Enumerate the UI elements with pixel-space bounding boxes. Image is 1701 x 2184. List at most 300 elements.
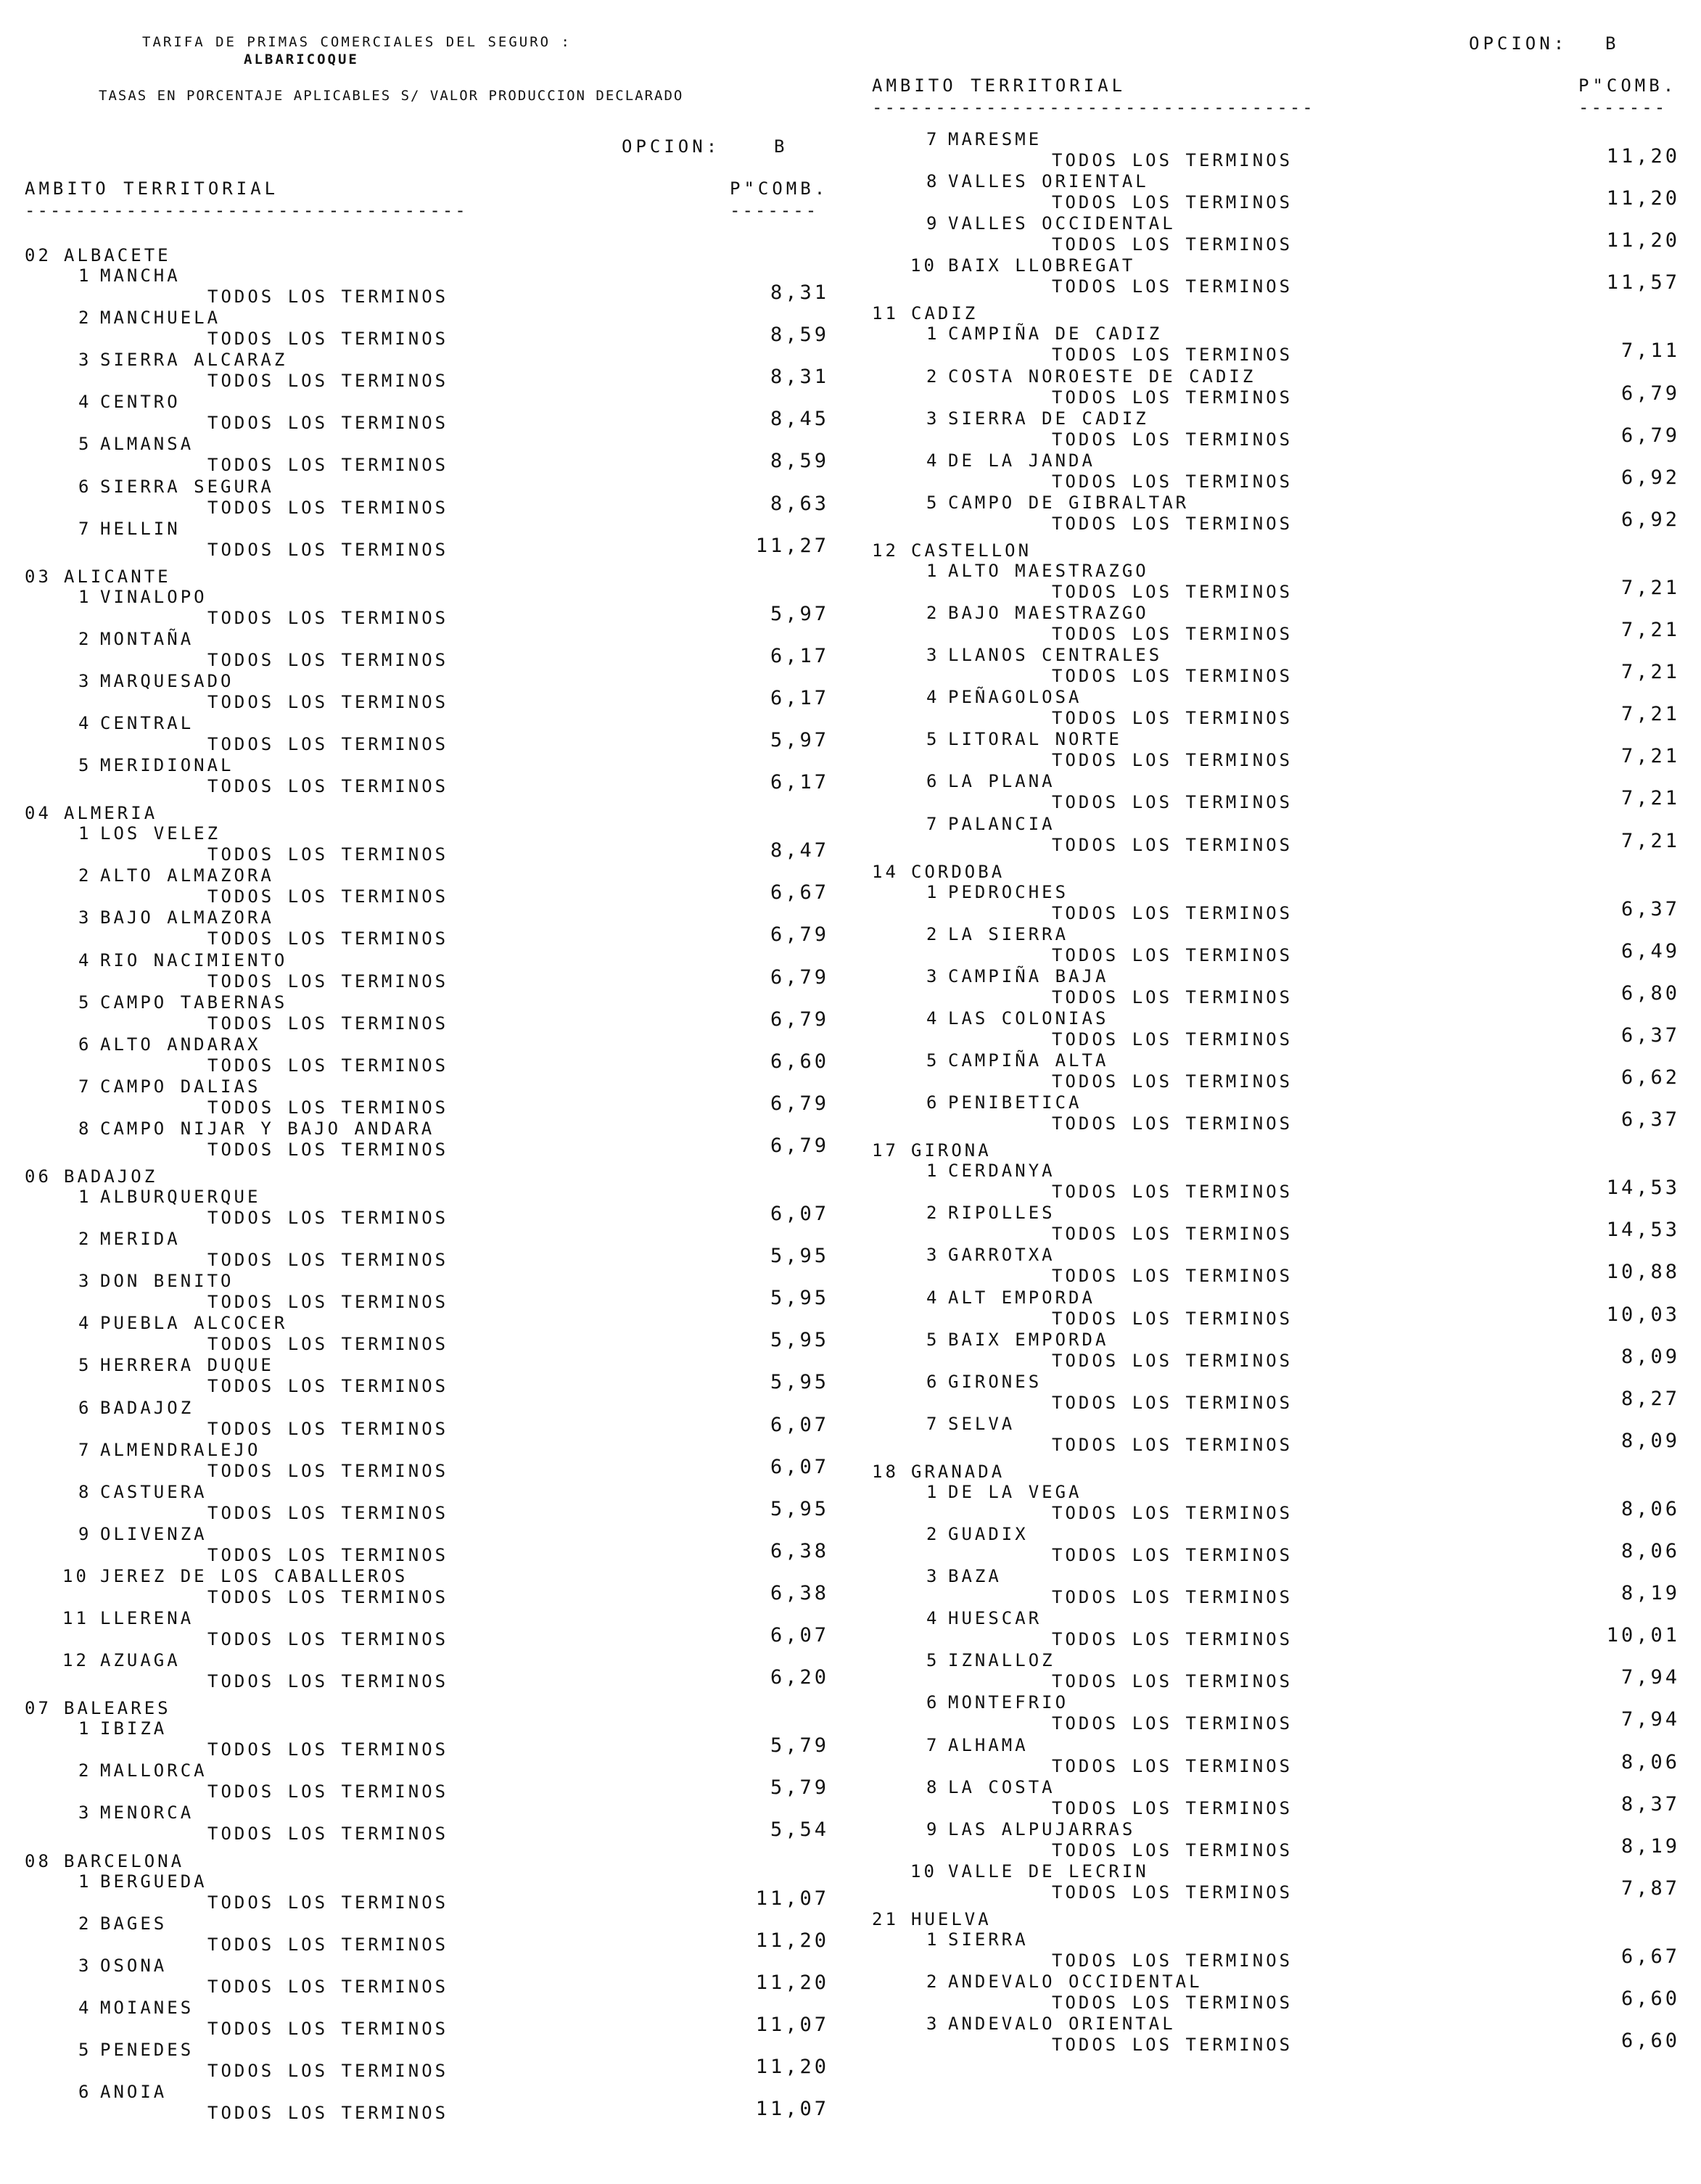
province-heading: 12 <box>872 540 899 561</box>
premium-rate: 7,94 <box>1620 1666 1680 1689</box>
terminos-label: TODOS LOS TERMINOS <box>207 1334 449 1355</box>
premium-rate: 6,80 <box>1620 981 1680 1005</box>
comarca-number: 1 <box>926 1161 940 1182</box>
terminos-label: TODOS LOS TERMINOS <box>207 539 449 560</box>
comarca-number: 1 <box>78 823 92 844</box>
comarca-number: 9 <box>926 1818 940 1839</box>
terminos-label: TODOS LOS TERMINOS <box>207 413 449 434</box>
comarca-number: 2 <box>78 628 92 649</box>
terminos-label: TODOS LOS TERMINOS <box>207 1055 449 1076</box>
premium-rate: 10,88 <box>1606 1261 1680 1284</box>
premium-rate: 6,79 <box>770 1092 829 1115</box>
premium-rate: 7,21 <box>1620 703 1680 726</box>
premium-rate: 6,38 <box>770 1581 829 1604</box>
comarca-number: 1 <box>78 1718 92 1739</box>
province-heading: ALMERIA <box>64 803 158 824</box>
terminos-label: TODOS LOS TERMINOS <box>207 971 449 992</box>
comarca-name: ANOIA <box>100 2082 168 2102</box>
comarca-number: 2 <box>926 603 940 623</box>
comarca-name: ALTO ANDARAX <box>100 1034 261 1055</box>
terminos-label: TODOS LOS TERMINOS <box>207 1139 449 1160</box>
opcion-label: OPCION: <box>622 136 721 157</box>
comarca-number: 7 <box>926 1413 940 1434</box>
comarca-number: 7 <box>926 1734 940 1755</box>
comarca-name: CAMPO TABERNAS <box>100 992 288 1013</box>
terminos-label: TODOS LOS TERMINOS <box>207 287 449 307</box>
premium-rate: 6,17 <box>770 686 829 709</box>
comarca-name: PEÑAGOLOSA <box>948 687 1082 708</box>
comarca-name: MOIANES <box>100 1997 194 2018</box>
terminos-label: TODOS LOS TERMINOS <box>207 371 449 392</box>
comarca-number: 2 <box>926 1203 940 1224</box>
premium-rate: 7,21 <box>1620 787 1680 810</box>
terminos-label: TODOS LOS TERMINOS <box>1052 429 1293 450</box>
terminos-label: TODOS LOS TERMINOS <box>207 1292 449 1313</box>
comarca-number: 8 <box>78 1118 92 1139</box>
terminos-label: TODOS LOS TERMINOS <box>1052 1797 1293 1818</box>
premium-rate: 7,87 <box>1620 1876 1680 1900</box>
terminos-label: TODOS LOS TERMINOS <box>207 1629 449 1649</box>
comarca-name: GIRONES <box>948 1371 1042 1392</box>
province-heading: 03 <box>25 566 52 587</box>
comarca-name: BADAJOZ <box>100 1397 194 1418</box>
terminos-label: TODOS LOS TERMINOS <box>207 1376 449 1397</box>
comarca-number: 1 <box>78 1871 92 1892</box>
premium-rate: 6,49 <box>1620 939 1680 963</box>
premium-rate: 5,97 <box>770 602 829 625</box>
comarca-name: HUESCAR <box>948 1608 1042 1629</box>
province-heading: 08 <box>25 1850 52 1871</box>
comarca-name: SIERRA SEGURA <box>100 476 274 497</box>
province-heading: ALBACETE <box>64 245 171 265</box>
terminos-label: TODOS LOS TERMINOS <box>1052 1308 1293 1329</box>
terminos-label: TODOS LOS TERMINOS <box>207 1097 449 1118</box>
comarca-number: 5 <box>926 1329 940 1350</box>
terminos-label: TODOS LOS TERMINOS <box>207 2060 449 2081</box>
comarca-number: 10 <box>910 255 937 276</box>
province-heading: 07 <box>25 1698 52 1719</box>
comarca-number: 5 <box>78 1355 92 1376</box>
comarca-name: CERDANYA <box>948 1161 1055 1182</box>
premium-rate: 6,79 <box>770 965 829 989</box>
comarca-name: ALHAMA <box>948 1734 1029 1755</box>
comarca-number: 5 <box>926 729 940 750</box>
comarca-number: 5 <box>78 992 92 1013</box>
comarca-name: ALT EMPORDA <box>948 1287 1095 1308</box>
terminos-label: TODOS LOS TERMINOS <box>1052 471 1293 492</box>
terminos-label: TODOS LOS TERMINOS <box>207 2018 449 2039</box>
premium-rate: 5,95 <box>770 1329 829 1352</box>
comarca-number: 6 <box>926 1692 940 1713</box>
comarca-number: 9 <box>926 213 940 234</box>
province-heading: 06 <box>25 1166 52 1187</box>
premium-rate: 5,79 <box>770 1734 829 1757</box>
premium-rate: 6,60 <box>1620 1987 1680 2010</box>
comarca-name: PALANCIA <box>948 813 1055 834</box>
premium-rate: 8,63 <box>770 492 829 515</box>
premium-rate: 6,07 <box>770 1413 829 1436</box>
premium-rate: 8,45 <box>770 408 829 431</box>
comarca-number: 4 <box>78 392 92 413</box>
premium-rate: 6,38 <box>770 1539 829 1562</box>
premium-rate: 6,79 <box>770 1134 829 1157</box>
comarca-name: SIERRA <box>948 1929 1029 1950</box>
comarca-name: CENTRAL <box>100 713 194 733</box>
comarca-number: 10 <box>62 1565 89 1586</box>
terminos-label: TODOS LOS TERMINOS <box>207 1934 449 1955</box>
premium-rate: 10,01 <box>1606 1624 1680 1647</box>
terminos-label: TODOS LOS TERMINOS <box>207 734 449 754</box>
comarca-name: VINALOPO <box>100 586 207 607</box>
comarca-name: OLIVENZA <box>100 1523 207 1544</box>
comarca-name: CAMPO DALIAS <box>100 1076 261 1097</box>
premium-rate: 11,20 <box>1606 187 1680 210</box>
comarca-number: 1 <box>926 1481 940 1502</box>
comarca-number: 5 <box>78 2039 92 2060</box>
terminos-label: TODOS LOS TERMINOS <box>1052 1950 1293 1971</box>
comarca-name: PUEBLA ALCOCER <box>100 1313 288 1334</box>
premium-rate: 8,19 <box>1620 1834 1680 1858</box>
comarca-number: 12 <box>62 1650 89 1671</box>
terminos-label: TODOS LOS TERMINOS <box>1052 1713 1293 1734</box>
comarca-name: LAS ALPUJARRAS <box>948 1818 1136 1839</box>
comarca-number: 1 <box>926 324 940 345</box>
comarca-number: 4 <box>78 1997 92 2018</box>
premium-rate: 14,53 <box>1606 1219 1680 1242</box>
province-heading: 21 <box>872 1908 899 1929</box>
comarca-name: DE LA JANDA <box>948 450 1095 471</box>
document-title: TARIFA DE PRIMAS COMERCIALES DEL SEGURO : <box>142 34 572 50</box>
terminos-label: TODOS LOS TERMINOS <box>1052 1839 1293 1860</box>
province-heading: CORDOBA <box>911 861 1005 882</box>
premium-rate: 11,20 <box>1606 145 1680 168</box>
comarca-name: MARQUESADO <box>100 670 234 691</box>
premium-rate: 8,06 <box>1620 1750 1680 1773</box>
comarca-name: VALLES OCCIDENTAL <box>948 213 1176 234</box>
comarca-name: CAMPIÑA BAJA <box>948 965 1109 986</box>
terminos-label: TODOS LOS TERMINOS <box>207 455 449 476</box>
comarca-number: 2 <box>78 865 92 886</box>
premium-rate: 11,20 <box>755 1929 829 1952</box>
terminos-label: TODOS LOS TERMINOS <box>207 1460 449 1481</box>
terminos-label: TODOS LOS TERMINOS <box>1052 792 1293 813</box>
terminos-label: TODOS LOS TERMINOS <box>207 2103 449 2123</box>
terminos-label: TODOS LOS TERMINOS <box>207 1976 449 1997</box>
column-header-prima: P"COMB. <box>1578 75 1678 96</box>
comarca-number: 7 <box>78 518 92 539</box>
comarca-name: DE LA VEGA <box>948 1481 1082 1502</box>
province-heading: 17 <box>872 1140 899 1161</box>
premium-rate: 5,95 <box>770 1287 829 1310</box>
premium-rate: 7,94 <box>1620 1708 1680 1731</box>
comarca-number: 8 <box>926 171 940 192</box>
premium-rate: 6,07 <box>770 1455 829 1478</box>
comarca-number: 3 <box>926 408 940 429</box>
premium-rate: 11,07 <box>755 2098 829 2120</box>
comarca-name: ALBURQUERQUE <box>100 1187 261 1207</box>
comarca-number: 2 <box>926 1971 940 1992</box>
terminos-label: TODOS LOS TERMINOS <box>207 928 449 949</box>
terminos-label: TODOS LOS TERMINOS <box>207 1544 449 1565</box>
terminos-label: TODOS LOS TERMINOS <box>1052 1587 1293 1608</box>
terminos-label: TODOS LOS TERMINOS <box>1052 513 1293 534</box>
comarca-number: 6 <box>78 1397 92 1418</box>
comarca-number: 3 <box>78 1955 92 1976</box>
terminos-label: TODOS LOS TERMINOS <box>1052 1755 1293 1776</box>
province-heading: BADAJOZ <box>64 1166 158 1187</box>
terminos-label: TODOS LOS TERMINOS <box>207 1502 449 1523</box>
comarca-name: HELLIN <box>100 518 181 539</box>
premium-rate: 6,20 <box>770 1666 829 1689</box>
comarca-name: ANDEVALO OCCIDENTAL <box>948 1971 1203 1992</box>
province-heading: 11 <box>872 303 899 324</box>
comarca-number: 2 <box>78 1913 92 1934</box>
comarca-name: AZUAGA <box>100 1650 181 1671</box>
province-heading: CASTELLON <box>911 540 1032 561</box>
comarca-name: DON BENITO <box>100 1271 234 1292</box>
terminos-label: TODOS LOS TERMINOS <box>1052 1029 1293 1050</box>
province-heading: GIRONA <box>911 1140 992 1161</box>
terminos-label: TODOS LOS TERMINOS <box>207 1013 449 1034</box>
comarca-number: 4 <box>926 450 940 471</box>
premium-rate: 5,95 <box>770 1371 829 1394</box>
comarca-name: MERIDIONAL <box>100 755 234 776</box>
comarca-number: 6 <box>926 771 940 792</box>
comarca-name: VALLES ORIENTAL <box>948 171 1149 192</box>
premium-rate: 8,31 <box>770 281 829 304</box>
province-heading: CADIZ <box>911 303 979 324</box>
premium-rate: 6,92 <box>1620 466 1680 489</box>
comarca-number: 2 <box>926 366 940 387</box>
comarca-name: ALMENDRALEJO <box>100 1439 261 1460</box>
comarca-number: 2 <box>78 1760 92 1781</box>
comarca-name: LA SIERRA <box>948 923 1069 944</box>
comarca-name: BAZA <box>948 1566 1002 1587</box>
premium-rate: 6,37 <box>1620 1023 1680 1047</box>
premium-rate: 8,59 <box>770 450 829 473</box>
column-header-ambito: AMBITO TERRITORIAL <box>872 75 1127 96</box>
comarca-number: 7 <box>926 813 940 834</box>
premium-rate: 8,31 <box>770 366 829 389</box>
comarca-name: SIERRA DE CADIZ <box>948 408 1149 429</box>
province-heading: 18 <box>872 1461 899 1482</box>
comarca-name: MONTEFRIO <box>948 1692 1069 1713</box>
comarca-number: 1 <box>78 265 92 286</box>
comarca-name: LLANOS CENTRALES <box>948 645 1163 666</box>
comarca-name: MARESME <box>948 129 1042 149</box>
terminos-label: TODOS LOS TERMINOS <box>207 649 449 670</box>
comarca-name: MALLORCA <box>100 1760 207 1781</box>
province-heading: ALICANTE <box>64 566 171 587</box>
premium-rate: 7,21 <box>1620 661 1680 684</box>
premium-rate: 5,54 <box>770 1818 829 1842</box>
comarca-number: 2 <box>926 923 940 944</box>
comarca-number: 7 <box>78 1076 92 1097</box>
premium-rate: 6,07 <box>770 1624 829 1647</box>
premium-rate: 11,20 <box>1606 229 1680 252</box>
comarca-name: HERRERA DUQUE <box>100 1355 274 1376</box>
premium-rate: 8,06 <box>1620 1540 1680 1562</box>
terminos-label: TODOS LOS TERMINOS <box>207 1250 449 1271</box>
premium-rate: 8,06 <box>1620 1497 1680 1520</box>
comarca-name: BAIX LLOBREGAT <box>948 255 1136 276</box>
premium-rate: 6,79 <box>1620 424 1680 447</box>
premium-rate: 7,21 <box>1620 829 1680 852</box>
terminos-label: TODOS LOS TERMINOS <box>1052 276 1293 297</box>
terminos-label: TODOS LOS TERMINOS <box>1052 666 1293 687</box>
comarca-number: 4 <box>78 1313 92 1334</box>
comarca-name: PENIBETICA <box>948 1092 1082 1113</box>
comarca-number: 6 <box>78 476 92 497</box>
terminos-label: TODOS LOS TERMINOS <box>207 1208 449 1228</box>
comarca-name: CAMPO NIJAR Y BAJO ANDARA <box>100 1118 435 1139</box>
comarca-name: IZNALLOZ <box>948 1650 1055 1671</box>
premium-rate: 11,07 <box>755 1887 829 1910</box>
comarca-number: 6 <box>926 1371 940 1392</box>
comarca-number: 4 <box>78 713 92 733</box>
province-heading: GRANADA <box>911 1461 1005 1482</box>
comarca-number: 4 <box>926 687 940 708</box>
comarca-number: 3 <box>926 2014 940 2035</box>
header-rule: ----------------------------------- <box>25 200 468 221</box>
province-heading: 02 <box>25 245 52 265</box>
premium-rate: 7,21 <box>1620 619 1680 641</box>
comarca-name: LOS VELEZ <box>100 823 221 844</box>
premium-rate: 6,79 <box>770 1007 829 1031</box>
premium-rate: 6,07 <box>770 1203 829 1225</box>
comarca-number: 4 <box>78 949 92 971</box>
column-header-ambito: AMBITO TERRITORIAL <box>25 178 279 199</box>
premium-rate: 8,19 <box>1620 1582 1680 1605</box>
terminos-label: TODOS LOS TERMINOS <box>1052 834 1293 855</box>
comarca-name: BAIX EMPORDA <box>948 1329 1109 1350</box>
premium-rate: 11,20 <box>755 2055 829 2078</box>
comarca-number: 6 <box>78 2082 92 2102</box>
premium-rate: 8,47 <box>770 839 829 862</box>
comarca-name: BAJO ALMAZORA <box>100 907 274 928</box>
premium-rate: 8,59 <box>770 324 829 347</box>
comarca-name: IBIZA <box>100 1718 168 1739</box>
province-heading: BALEARES <box>64 1698 171 1719</box>
premium-rate: 6,92 <box>1620 508 1680 531</box>
comarca-number: 3 <box>926 965 940 986</box>
comarca-name: GARROTXA <box>948 1245 1055 1266</box>
comarca-name: RIO NACIMIENTO <box>100 949 288 971</box>
comarca-name: MERIDA <box>100 1229 181 1250</box>
opcion-value: B <box>774 136 788 157</box>
comarca-name: MANCHA <box>100 265 181 286</box>
terminos-label: TODOS LOS TERMINOS <box>1052 1993 1293 2013</box>
terminos-label: TODOS LOS TERMINOS <box>1052 1502 1293 1523</box>
premium-rate: 11,20 <box>755 1971 829 1994</box>
premium-rate: 6,79 <box>1620 382 1680 405</box>
premium-rate: 6,17 <box>770 771 829 794</box>
terminos-label: TODOS LOS TERMINOS <box>207 497 449 518</box>
terminos-label: TODOS LOS TERMINOS <box>1052 1882 1293 1903</box>
comarca-number: 8 <box>78 1481 92 1502</box>
comarca-name: BAGES <box>100 1913 168 1934</box>
comarca-number: 1 <box>926 560 940 581</box>
province-heading: 04 <box>25 803 52 824</box>
terminos-label: TODOS LOS TERMINOS <box>207 1418 449 1439</box>
premium-rate: 8,09 <box>1620 1429 1680 1452</box>
comarca-number: 5 <box>926 1050 940 1071</box>
terminos-label: TODOS LOS TERMINOS <box>1052 581 1293 602</box>
comarca-number: 3 <box>78 1271 92 1292</box>
opcion-value: B <box>1605 33 1620 54</box>
comarca-name: CAMPIÑA DE CADIZ <box>948 324 1163 345</box>
comarca-name: CAMPIÑA ALTA <box>948 1050 1109 1071</box>
terminos-label: TODOS LOS TERMINOS <box>1052 902 1293 923</box>
terminos-label: TODOS LOS TERMINOS <box>1052 708 1293 729</box>
comarca-name: COSTA NOROESTE DE CADIZ <box>948 366 1256 387</box>
comarca-number: 3 <box>78 907 92 928</box>
premium-rate: 6,37 <box>1620 897 1680 920</box>
terminos-label: TODOS LOS TERMINOS <box>1052 387 1293 408</box>
premium-rate: 10,03 <box>1606 1303 1680 1326</box>
comarca-number: 3 <box>926 1566 940 1587</box>
comarca-name: PEDROCHES <box>948 881 1069 902</box>
premium-rate: 5,95 <box>770 1245 829 1268</box>
terminos-label: TODOS LOS TERMINOS <box>1052 1434 1293 1455</box>
terminos-label: TODOS LOS TERMINOS <box>207 607 449 628</box>
premium-rate: 11,27 <box>755 534 829 557</box>
premium-rate: 6,62 <box>1620 1066 1680 1089</box>
terminos-label: TODOS LOS TERMINOS <box>1052 1071 1293 1092</box>
comarca-number: 10 <box>910 1860 937 1882</box>
premium-rate: 11,57 <box>1606 271 1680 294</box>
comarca-number: 2 <box>78 308 92 329</box>
header-rule: ------- <box>1578 97 1668 118</box>
comarca-number: 5 <box>926 1650 940 1671</box>
terminos-label: TODOS LOS TERMINOS <box>1052 150 1293 170</box>
comarca-name: MONTAÑA <box>100 628 194 649</box>
terminos-label: TODOS LOS TERMINOS <box>1052 2035 1293 2056</box>
terminos-label: TODOS LOS TERMINOS <box>1052 192 1293 213</box>
premium-rate: 7,21 <box>1620 576 1680 599</box>
terminos-label: TODOS LOS TERMINOS <box>1052 1629 1293 1650</box>
comarca-number: 5 <box>78 434 92 455</box>
terminos-label: TODOS LOS TERMINOS <box>207 886 449 907</box>
terminos-label: TODOS LOS TERMINOS <box>1052 1266 1293 1287</box>
premium-rate: 8,27 <box>1620 1387 1680 1410</box>
comarca-name: LA COSTA <box>948 1776 1055 1797</box>
terminos-label: TODOS LOS TERMINOS <box>1052 624 1293 644</box>
premium-rate: 6,60 <box>770 1050 829 1073</box>
comarca-name: ALTO MAESTRAZGO <box>948 560 1149 581</box>
terminos-label: TODOS LOS TERMINOS <box>207 1824 449 1845</box>
comarca-name: LITORAL NORTE <box>948 729 1122 750</box>
comarca-name: ANDEVALO ORIENTAL <box>948 2014 1176 2035</box>
premium-rate: 6,67 <box>1620 1945 1680 1968</box>
province-heading: HUELVA <box>911 1908 992 1929</box>
comarca-number: 9 <box>78 1523 92 1544</box>
comarca-name: LA PLANA <box>948 771 1055 792</box>
premium-rate: 8,37 <box>1620 1792 1680 1816</box>
comarca-number: 3 <box>926 1245 940 1266</box>
comarca-number: 1 <box>926 881 940 902</box>
comarca-name: LLERENA <box>100 1608 194 1628</box>
terminos-label: TODOS LOS TERMINOS <box>1052 234 1293 255</box>
terminos-label: TODOS LOS TERMINOS <box>207 691 449 712</box>
comarca-name: BAJO MAESTRAZGO <box>948 603 1149 623</box>
comarca-number: 6 <box>78 1034 92 1055</box>
terminos-label: TODOS LOS TERMINOS <box>1052 750 1293 771</box>
premium-rate: 5,95 <box>770 1497 829 1520</box>
comarca-number: 11 <box>62 1608 89 1628</box>
comarca-number: 3 <box>78 1802 92 1824</box>
comarca-number: 1 <box>926 1929 940 1950</box>
